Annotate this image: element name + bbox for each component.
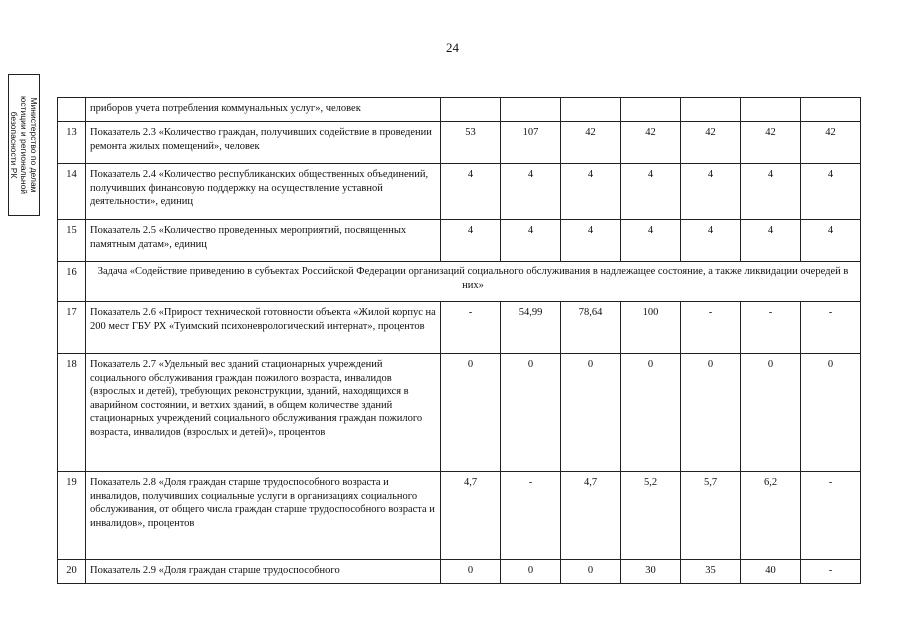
value-cell: 100 [621,302,681,354]
value-cell: 53 [441,122,501,164]
value-cell: - [441,302,501,354]
value-cell: 5,7 [681,472,741,560]
row-number: 19 [58,472,86,560]
value-cell: 0 [501,354,561,472]
indicators-table [57,97,861,584]
value-cell: 4 [621,164,681,220]
value-cell: - [801,560,861,584]
row-number [58,98,86,122]
value-cell: 4 [561,164,621,220]
value-cell: - [801,472,861,560]
value-cell: 107 [501,122,561,164]
value-cell [681,98,741,122]
value-cell [561,98,621,122]
row-number: 14 [58,164,86,220]
value-cell [441,98,501,122]
value-cell: 6,2 [741,472,801,560]
table-body [58,98,861,584]
value-cell: 4 [501,164,561,220]
value-cell: - [801,302,861,354]
value-cell: - [501,472,561,560]
value-cell: - [741,302,801,354]
row-number: 18 [58,354,86,472]
value-cell: 0 [561,560,621,584]
value-cell: 4 [681,220,741,262]
row-number: 13 [58,122,86,164]
value-cell: 0 [681,354,741,472]
value-cell: 35 [681,560,741,584]
value-cell [621,98,681,122]
page-number: 24 [446,40,459,55]
value-cell: 0 [441,560,501,584]
value-cell: 4,7 [441,472,501,560]
value-cell [801,98,861,122]
table-row [58,560,861,584]
value-cell: 5,2 [621,472,681,560]
value-cell: 4 [441,220,501,262]
value-cell: 42 [561,122,621,164]
value-cell: 4 [801,164,861,220]
value-cell: 4 [801,220,861,262]
indicator-description: Показатель 2.5 «Количество проведенных мероприятий, посвященных памятным датам», единиц [86,220,441,262]
value-cell: 0 [441,354,501,472]
value-cell: 0 [621,354,681,472]
value-cell: 42 [741,122,801,164]
row-number: 17 [58,302,86,354]
value-cell: 42 [801,122,861,164]
value-cell: 30 [621,560,681,584]
value-cell: 4 [441,164,501,220]
value-cell [741,98,801,122]
value-cell: 0 [561,354,621,472]
value-cell: 0 [741,354,801,472]
indicator-description: Показатель 2.8 «Доля граждан старше трудоспособного возраста и инвалидов, получивших социальные услуги в организациях социального обслуживания, от общего числа граждан старше трудоспособного возраста и инвалидов», процентов [86,472,441,560]
table-row [58,302,861,354]
value-cell: 42 [621,122,681,164]
table-row [58,164,861,220]
value-cell: 4 [741,164,801,220]
task-heading: Задача «Содействие приведению в субъектах Российской Федерации организаций социального обслуживания в надлежащее состояние, а также ликвидации очередей в них» [86,262,861,302]
table-row [58,122,861,164]
indicator-description: приборов учета потребления коммунальных услуг», человек [86,98,441,122]
value-cell [501,98,561,122]
table-row [58,98,861,122]
indicator-description: Показатель 2.6 «Прирост технической готовности объекта «Жилой корпус на 200 мест ГБУ РХ «Туимский психоневрологический интернат», процентов [86,302,441,354]
value-cell: 4 [681,164,741,220]
value-cell: 4 [741,220,801,262]
value-cell: 0 [801,354,861,472]
table-row [58,472,861,560]
row-number: 15 [58,220,86,262]
table-row [58,354,861,472]
stamp-text: Министерство по делам юстиции и региональной безопасности РК [9,95,39,195]
table-row [58,220,861,262]
value-cell: 42 [681,122,741,164]
indicator-description: Показатель 2.4 «Количество республиканских общественных объединений, получивших финансовую поддержку на осуществление уставной деятельности», единиц [86,164,441,220]
value-cell: 4 [621,220,681,262]
row-number: 20 [58,560,86,584]
value-cell: 4 [561,220,621,262]
table-row [58,262,861,302]
indicator-description: Показатель 2.7 «Удельный вес зданий стационарных учреждений социального обслуживания граждан пожилого возраста, инвалидов (взрослых и детей), требующих реконструкции, зданий, находящихся в аварийном состоянии, и ветхих зданий, в общем количестве зданий стационарных учреждений социального обслуживания граждан пожилого возраста, инвалидов (взрослых и детей)», процентов [86,354,441,472]
value-cell: 78,64 [561,302,621,354]
row-number: 16 [58,262,86,302]
value-cell: 40 [741,560,801,584]
value-cell: 0 [501,560,561,584]
value-cell: 4 [501,220,561,262]
value-cell: - [681,302,741,354]
value-cell: 54,99 [501,302,561,354]
value-cell: 4,7 [561,472,621,560]
indicator-description: Показатель 2.9 «Доля граждан старше трудоспособного [86,560,441,584]
registration-stamp [8,74,40,216]
indicator-description: Показатель 2.3 «Количество граждан, получивших содействие в проведении ремонта жилых помещений», человек [86,122,441,164]
